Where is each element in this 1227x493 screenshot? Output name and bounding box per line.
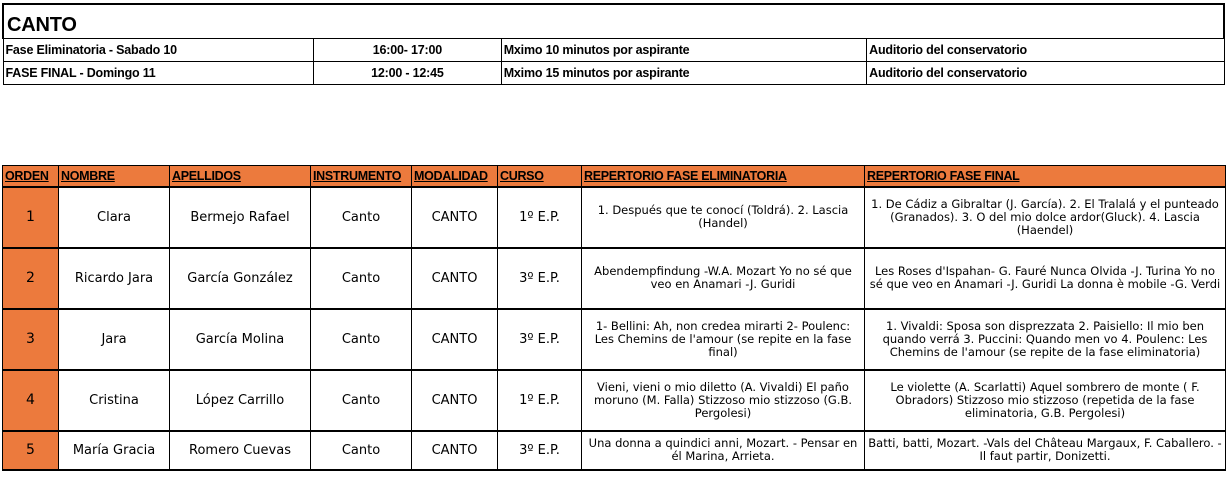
cell-nombre: Jara [59, 309, 170, 370]
cell-modalidad: CANTO [412, 187, 498, 248]
header-instrumento: INSTRUMENTO [311, 166, 412, 187]
schedule-table [2, 3, 1225, 85]
header-rep-final: REPERTORIO FASE FINAL [865, 166, 1226, 187]
cell-rep-final: Batti, batti, Mozart. -Vals del Château Margaux, F. Caballero. -Il faut partir, Donizetti. [865, 431, 1226, 470]
header-curso: CURSO [498, 166, 582, 187]
header-nombre: NOMBRE [59, 166, 170, 187]
cell-instrumento: Canto [311, 370, 412, 431]
cell-curso: 1º E.P. [498, 187, 582, 248]
cell-instrumento: Canto [311, 187, 412, 248]
schedule-row-eliminatoria [3, 38, 1224, 61]
cell-instrumento: Canto [311, 248, 412, 309]
cell-modalidad: CANTO [412, 370, 498, 431]
section-title: CANTO [3, 4, 1224, 38]
cell-rep-final: Les Roses d'Ispahan- G. Fauré Nunca Olvida -J. Turina Yo no sé que veo en Anamari -J. Guridi La donna è mobile -G. Verdi [865, 248, 1226, 309]
schedule-time: 16:00- 17:00 [314, 38, 502, 61]
cell-nombre: Clara [59, 187, 170, 248]
cell-nombre: Ricardo Jara [59, 248, 170, 309]
cell-orden: 3 [3, 309, 59, 370]
cell-apellidos: Romero Cuevas [170, 431, 311, 470]
cell-apellidos: García González [170, 248, 311, 309]
cell-orden: 1 [3, 187, 59, 248]
cell-curso: 1º E.P. [498, 370, 582, 431]
cell-nombre: Cristina [59, 370, 170, 431]
table-row [3, 187, 1226, 248]
schedule-duration: Mximo 15 minutos por aspirante [501, 61, 866, 84]
cell-rep-elim: Una donna a quindici anni, Mozart. - Pensar en él Marina, Arrieta. [582, 431, 865, 470]
table-row [3, 309, 1226, 370]
cell-rep-final: 1. De Cádiz a Gibraltar (J. García). 2. El Tralalá y el punteado (Granados). 3. O del mio dolce ardor(Gluck). 4. Lascia (Haendel) [865, 187, 1226, 248]
schedule-row-final [3, 61, 1224, 84]
header-rep-elim: REPERTORIO FASE ELIMINATORIA [582, 166, 865, 187]
participants-table [2, 165, 1226, 471]
cell-rep-elim: Abendempfindung -W.A. Mozart Yo no sé que veo en Anamari -J. Guridi [582, 248, 865, 309]
header-apellidos: APELLIDOS [170, 166, 311, 187]
cell-apellidos: Bermejo Rafael [170, 187, 311, 248]
cell-rep-elim: 1. Después que te conocí (Toldrá). 2. Lascia (Handel) [582, 187, 865, 248]
cell-curso: 3º E.P. [498, 431, 582, 470]
cell-curso: 3º E.P. [498, 248, 582, 309]
header-modalidad: MODALIDAD [412, 166, 498, 187]
schedule-phase: FASE FINAL - Domingo 11 [3, 61, 314, 84]
cell-rep-elim: 1- Bellini: Ah, non credea mirarti 2- Poulenc: Les Chemins de l'amour (se repite en la fase final) [582, 309, 865, 370]
cell-modalidad: CANTO [412, 309, 498, 370]
cell-modalidad: CANTO [412, 248, 498, 309]
schedule-place: Auditorio del conservatorio [867, 61, 1224, 84]
cell-orden: 4 [3, 370, 59, 431]
cell-apellidos: López Carrillo [170, 370, 311, 431]
table-row [3, 431, 1226, 470]
cell-orden: 5 [3, 431, 59, 470]
cell-rep-final: Le violette (A. Scarlatti) Aquel sombrero de monte ( F. Obradors) Stizzoso mio stizzoso (repetida de la fase eliminatoria, G.B. Pergolesi) [865, 370, 1226, 431]
schedule-time: 12:00 - 12:45 [314, 61, 502, 84]
cell-curso: 3º E.P. [498, 309, 582, 370]
cell-apellidos: García Molina [170, 309, 311, 370]
table-row [3, 248, 1226, 309]
cell-instrumento: Canto [311, 431, 412, 470]
cell-nombre: María Gracia [59, 431, 170, 470]
cell-instrumento: Canto [311, 309, 412, 370]
schedule-duration: Mximo 10 minutos por aspirante [501, 38, 866, 61]
cell-orden: 2 [3, 248, 59, 309]
schedule-phase: Fase Eliminatoria - Sabado 10 [3, 38, 314, 61]
cell-rep-final: 1. Vivaldi: Sposa son disprezzata 2. Paisiello: Il mio ben quando verrá 3. Puccini: Quando men vo 4. Poulenc: Les Chemins de l'amour (se repite de la fase eliminatoria) [865, 309, 1226, 370]
cell-rep-elim: Vieni, vieni o mio diletto (A. Vivaldi) El paño moruno (M. Falla) Stizzoso mio stizzoso (G.B. Pergolesi) [582, 370, 865, 431]
table-row [3, 370, 1226, 431]
header-orden: ORDEN [3, 166, 59, 187]
header-row [3, 166, 1226, 187]
schedule-place: Auditorio del conservatorio [867, 38, 1224, 61]
cell-modalidad: CANTO [412, 431, 498, 470]
